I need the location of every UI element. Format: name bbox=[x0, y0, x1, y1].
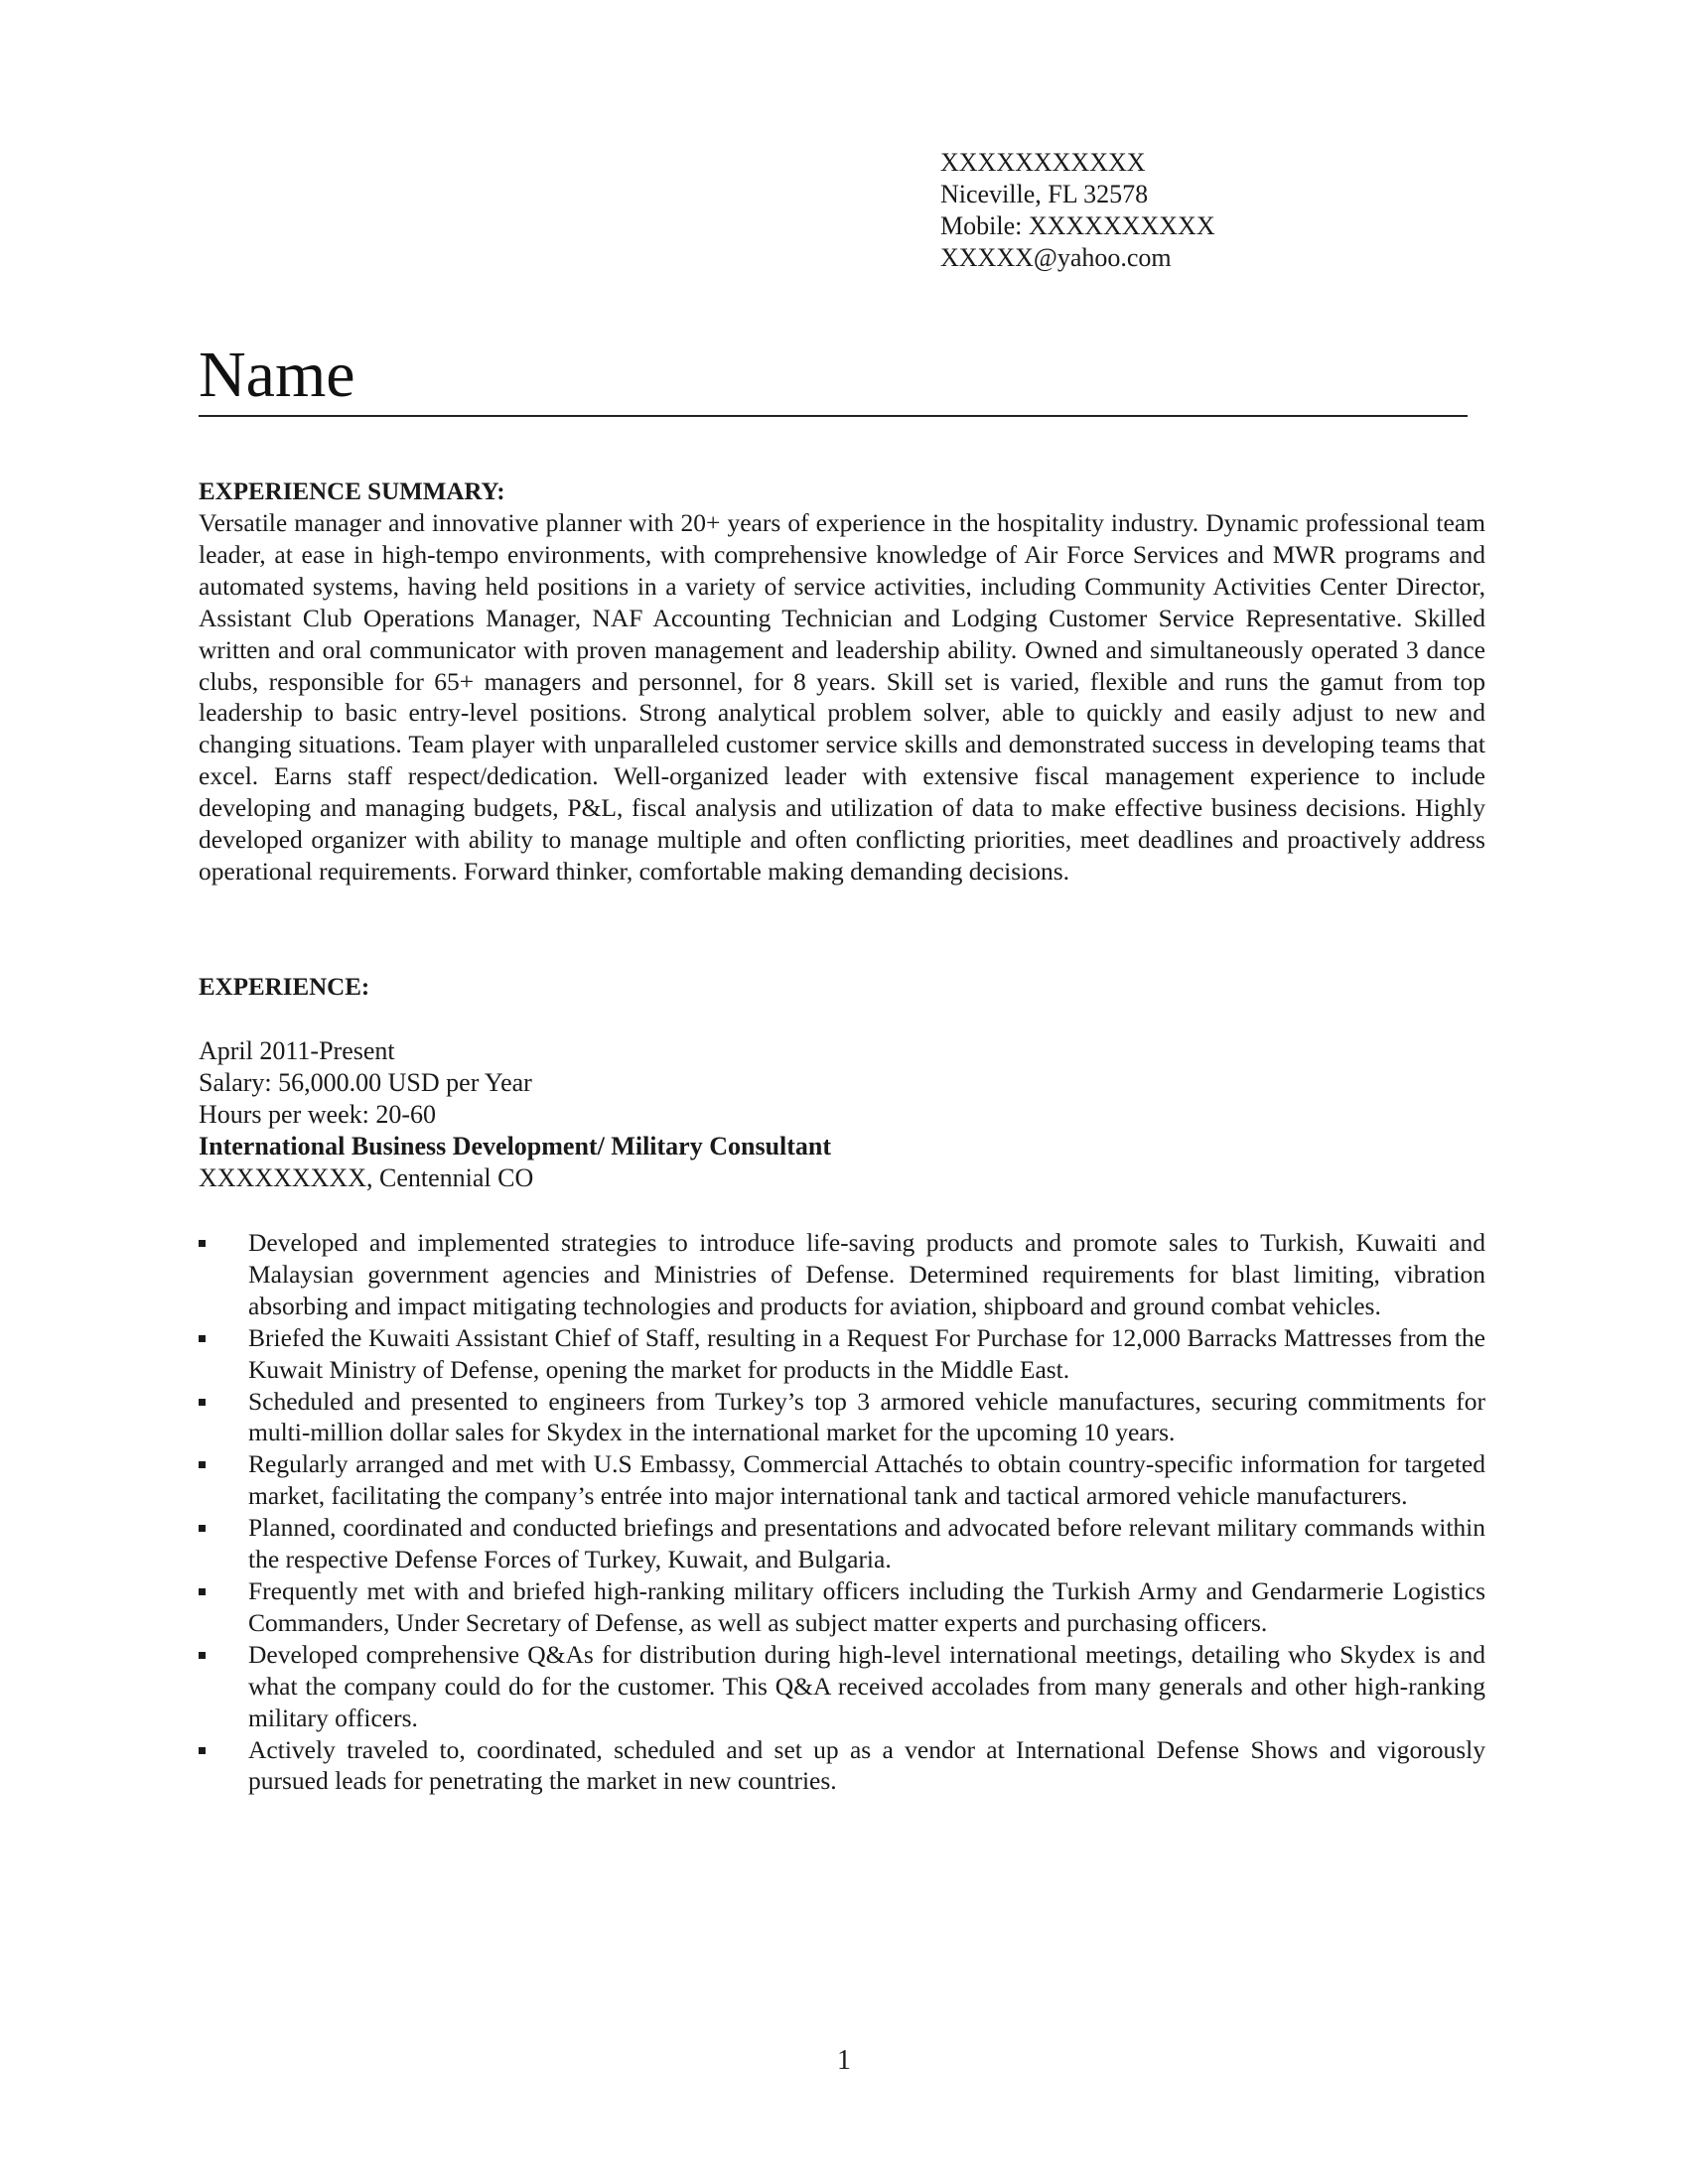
square-bullet-icon bbox=[199, 1461, 206, 1468]
square-bullet-icon bbox=[199, 1335, 206, 1342]
list-item bbox=[199, 1227, 1485, 1322]
contact-block bbox=[940, 147, 1215, 274]
list-item bbox=[199, 1734, 1485, 1798]
list-item bbox=[199, 1639, 1485, 1734]
list-item bbox=[199, 1448, 1485, 1512]
square-bullet-icon bbox=[199, 1747, 206, 1754]
bullet-text: Frequently met with and briefed high-ranking military officers including the Turkish Army and Gendarmerie Logistics Commanders, Under Secretary of Defense, as well as subject matter experts and purchasing officers. bbox=[248, 1575, 1485, 1637]
bullet-text: Developed comprehensive Q&As for distribution during high-level international meetings, detailing who Skydex is and what the company could do for the customer. This Q&A received accolades from many generals and other high-ranking military officers. bbox=[248, 1639, 1485, 1732]
square-bullet-icon bbox=[199, 1652, 206, 1659]
contact-line-1: XXXXXXXXXXX bbox=[940, 148, 1146, 177]
square-bullet-icon bbox=[199, 1588, 206, 1595]
bullet-text: Developed and implemented strategies to introduce life-saving products and promote sales to Turkish, Kuwaiti and Malaysian government agencies and Ministries of Defense. Determined requirements for blast limiting, vibration absorbing and impact mitigating technologies and products for aviation, shipboard and ground combat vehicles. bbox=[248, 1228, 1485, 1320]
bullet-text: Regularly arranged and met with U.S Embassy, Commercial Attachés to obtain country-specific information for targeted market, facilitating the company’s entrée into major international tank and tactical armored vehicle manufacturers. bbox=[248, 1449, 1485, 1511]
summary-paragraph: Versatile manager and innovative planner with 20+ years of experience in the hospitality industry. Dynamic professional team leader, at ease in high-tempo environments, with comprehensive knowledge of Air Force Services and MWR programs and automated systems, having held positions in a variety of service activities, including Community Activities Center Director, Assistant Club Operations Manager, NAF Accounting Technician and Lodging Customer Service Representative. Skilled written and oral communicator with proven management and leadership ability. Owned and simultaneously operated 3 dance clubs, responsible for 65+ managers and personnel, for 8 years. Skill set is varied, flexible and runs the gamut from top leadership to basic entry-level positions. Strong analytical problem solver, able to quickly and easily adjust to new and changing situations. Team player with unparalleled customer service skills and demonstrated success in developing teams that excel. Earns staff respect/dedication. Well-organized leader with extensive fiscal management experience to include developing and managing budgets, P&L, fiscal analysis and utilization of data to make effective business decisions. Highly developed organizer with ability to manage multiple and often conflicting priorities, meet deadlines and proactively address operational requirements. Forward thinker, comfortable making demanding decisions. bbox=[199, 508, 1485, 886]
bullet-text: Actively traveled to, coordinated, scheduled and set up as a vendor at International Defense Shows and vigorously pursued leads for penetrating the market in new countries. bbox=[248, 1734, 1485, 1796]
list-item bbox=[199, 1512, 1485, 1575]
job-header bbox=[199, 1035, 831, 1194]
square-bullet-icon bbox=[199, 1525, 206, 1532]
job-hours: Hours per week: 20-60 bbox=[199, 1100, 436, 1129]
contact-mobile-value: XXXXXXXXXX bbox=[1022, 211, 1215, 240]
job-employer: XXXXXXXXX, Centennial CO bbox=[199, 1163, 534, 1192]
contact-city: Niceville, FL 32578 bbox=[940, 180, 1149, 208]
list-item bbox=[199, 1575, 1485, 1639]
list-item bbox=[199, 1322, 1485, 1386]
contact-mobile bbox=[940, 210, 1215, 242]
page-number: 1 bbox=[837, 2045, 851, 2076]
square-bullet-icon bbox=[199, 1399, 206, 1406]
job-title: International Business Development/ Military Consultant bbox=[199, 1132, 832, 1160]
list-item bbox=[199, 1386, 1485, 1449]
contact-email: XXXXX@yahoo.com bbox=[940, 243, 1172, 272]
job-bullet-list bbox=[199, 1227, 1485, 1797]
square-bullet-icon bbox=[199, 1240, 206, 1247]
resume-name: Name bbox=[199, 339, 355, 411]
contact-mobile-label: Mobile: bbox=[940, 211, 1023, 240]
name-divider bbox=[199, 415, 1468, 417]
bullet-text: Planned, coordinated and conducted briefings and presentations and advocated before relevant military commands within the respective Defense Forces of Turkey, Kuwait, and Bulgaria. bbox=[248, 1513, 1485, 1574]
bullet-text: Scheduled and presented to engineers from Turkey’s top 3 armored vehicle manufactures, securing commitments for multi-million dollar sales for Skydex in the international market for the upcoming 10 years. bbox=[248, 1386, 1485, 1447]
job-salary: Salary: 56,000.00 USD per Year bbox=[199, 1068, 532, 1097]
bullet-text: Briefed the Kuwaiti Assistant Chief of Staff, resulting in a Request For Purchase for 12,000 Barracks Mattresses from the Kuwait Ministry of Defense, opening the market for products in the Middle East. bbox=[248, 1322, 1485, 1384]
summary-heading: EXPERIENCE SUMMARY: bbox=[199, 478, 505, 505]
job-dates: April 2011-Present bbox=[199, 1036, 395, 1065]
experience-heading: EXPERIENCE: bbox=[199, 974, 370, 1001]
